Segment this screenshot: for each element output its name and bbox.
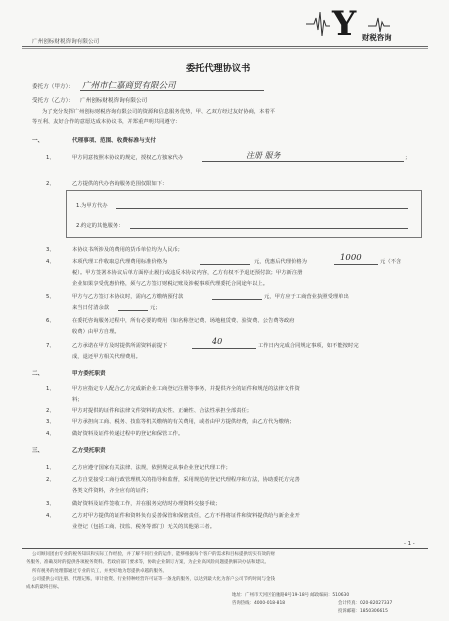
footer-rule — [22, 548, 428, 549]
s1-item-5-line-1a: 甲方与乙方签订本协议时，需向乙方缴纳预付款 — [72, 294, 184, 300]
footer-note-4: 公司提供公司注册、代理记账、审计验资、行业特种经营许可证等一条龙的服务，以达到最大化为客户公司节约时间与金钱 — [32, 577, 275, 582]
s1-item-6-line-1: 在委托咨询服务过程中，所有必要的费用（如名称登记费、场地租赁费、验资费、公告费等政府 — [72, 318, 295, 324]
s2-item-1-line-1: 甲方应指定专人配合乙方完成新企业工商登记注册等事务，并提供齐全的证件和规范的法律文件资 — [72, 386, 300, 392]
s1-item-1-value: 注册 服务 — [246, 151, 281, 160]
footer-tel: 咨询热线：4000-018-818 — [232, 601, 286, 606]
section-3-heading: 乙方受托职责 — [72, 448, 106, 454]
footer-note-5: 成本的最终目标。 — [26, 585, 62, 590]
s1-item-4-line-2: 税）。甲方签署本协议后单方面停止履行或违反本协议内容，乙方有权不予退还预付款；甲方新注册 — [72, 270, 303, 276]
s2-item-3-text: 甲方承担向工商、税务、技监等机关缴纳的有关费用，或者由甲方提供经费，由乙方代为缴纳； — [72, 419, 295, 425]
box-line-1: 1.为甲方代办 — [76, 203, 108, 209]
s1-item-7-days: 40 — [212, 337, 223, 346]
brand-name: 财税咨询 — [362, 33, 392, 42]
s1-item-4-line-3: 企业如果享受优惠价格，须与乙方签订财税记账及涉税事项代理委托合同途年以上。 — [72, 281, 268, 287]
s1-item-2-number: 2、 — [46, 181, 55, 187]
s1-item-5-line-2: 来当日付清余款 — [72, 305, 110, 311]
s1-item-3-number: 3、 — [46, 247, 55, 253]
s1-item-5-number: 5、 — [46, 294, 55, 300]
footer-note-3: 所有税务的处理都通过专业的员工，并更好地为您提供卓越的服务。 — [32, 569, 167, 574]
party-b-label: 受托方（乙方）： — [32, 98, 74, 104]
s1-item-4-line-1c: 元（不含 — [380, 259, 402, 265]
intro-line-2: 等互利、友好合作的意愿达成本协议书，并郑重声明共同遵守： — [32, 119, 181, 125]
brand-letter: Y — [332, 4, 357, 44]
s1-item-7-line-2: 成，退还甲方相关代理费用。 — [72, 354, 141, 360]
s1-item-7-line-1a: 乙方承诺在甲方及时提供所需资料前提下 — [72, 343, 168, 349]
s2-item-2-text: 甲方对提供的证件和法律文件资料的真实性、正确性、合法性承担全部责任； — [72, 408, 253, 414]
s3-item-1-text: 乙方应遵守国家有关法律、法规，依照规定从事企业登记代理工作； — [72, 465, 231, 471]
document-page: 广州创标财税咨询有限公司 Y 财税咨询 委托代理协议书 委托方（甲方）： 广州市仁嘉商贸有限公司 受托方（乙方）： 广州创标财税咨询有限公司 为了充分发挥广州创标财税咨询有限公司的资源和信息服务优势，甲、乙双方经过友好协商，本着平 等互利、友好合作的意愿达成本协议书，并郑重声明共同遵守： 一、 代理事项、范围、收费标准与支付 1、 甲方同意按照本协议的规定，授权乙方独家代办 ； 注册 服务 2、 乙方提供的代办咨询服务范围仅限如下： 1.为甲方代办 2.约定的其他服务： 3、 本协议书所涉及的费用的货币单位均为人民币; 4、 本项代理工作收取总代理费用标准价格为 元，优惠后代理价格为 1000 元（不含 税）。甲方签署本协议后单方面停止履行或违反本协议内容，乙方有权不予退还预付款；甲方新注册 企业如果享受优惠价格，须与乙方签订财税记账及涉税事项代理委托合同途年以上。 5、 甲方与乙方签订本协议时，需向乙方缴纳预付款 元，甲方应于工商营业执照受理单出 来当日付清余款 元； 6、 在委托咨询服务过程中，所有必要的费用（如名称登记费、场地租赁费、验资费、公告费等政府 收费）由甲方自理。 7、 乙方承诺在甲方及时提供所需资料前提下 40 工作日内完成合同规定事项，如不能按时完 成，退还甲方相关代理费用。 二、 甲方委托职责 1、 甲方应指定专人配合乙方完成新企业工商登记注册等事务，并提供齐全的证件和规范的法律文件资 料； 2、 甲方对提供的证件和法律文件资料的真实性、正确性、合法性承担全部责任； 3、 甲方承担向工商、税务、技监等机关缴纳的有关费用，或者由甲方提供经费，由乙方代为缴纳； 4、 做好资料及证件传递过程中的登记和保管工作。 三、 乙方受托职责 1、 乙方应遵守国家有关法律、法规，依照规定从事企业登记代理工作； 2、 乙方自觉接受工商行政管理机关的指导和监督，采用规范的登记代理程序和方法，协助委托方完善 各类文件资料，齐全应有的证件； 3、 做好资料及证件签收工作，并在服务完结时办理资料交接手续； 4、 乙方对甲方提供的证件和资料负有妥善保管和保密责任，乙方不得将证件和资料提供给与新企业开 业登记（包括工商、技监、税务等部门）无关的其他第三者。 - 1 - 公司顾问团由专业的税务知识和实际工作经验，并了解不同行业的运作，能够根据每个客户的需求和目标提供切实有效的财 务服务，准确及时的提供各项税务资料。若政府部门要求等，协助企业制订方案，为企业高风险问题提供解决办法和建议。 所有税务的处理都通过专业的员工，并更好地为您提供卓越的服务。 公司提供公司注册、代理记账、审计验资、行业特种经营许可证等一条龙的服务，以达到最大化为客户公司节约时间与金钱 成本的最终目标。 地址：广州市天河区铂驰路8号19-18号 邮政编码：510630 咨询热线：4000-018-818 会计传真：020-82027337 投诉邮箱：1850306615 — [0, 0, 449, 621]
footer-fax: 会计传真：020-82027337 — [338, 601, 393, 606]
s2-item-1-line-2: 料； — [72, 397, 83, 403]
footer-email: 投诉邮箱：1850306615 — [338, 609, 388, 614]
party-b-value: 广州创标财税咨询有限公司 — [80, 98, 148, 104]
s1-item-1-text: 甲方同意按照本协议的规定，授权乙方独家代办 — [72, 155, 184, 161]
s1-item-7-line-1b: 工作日内完成合同规定事项，如不能按时完 — [258, 343, 359, 349]
footer-note-2: 务服务，准确及时的提供各项税务资料。若政府部门要求等，协助企业制订方案，为企业高风险问题提供解决办法和建议。 — [26, 560, 269, 565]
s2-item-4-text: 做好资料及证件传递过程中的登记和保管工作。 — [72, 431, 184, 437]
s2-item-3-number: 3、 — [46, 419, 55, 425]
s1-item-4-line-1a: 本项代理工作收取总代理费用标准价格为 — [72, 259, 168, 265]
box-line-2: 2.约定的其他服务： — [76, 223, 124, 229]
section-2-number: 二、 — [32, 371, 44, 377]
s3-item-4-line-1: 乙方对甲方提供的证件和资料负有妥善保管和保密责任，乙方不得将证件和资料提供给与新企业开 — [72, 513, 300, 519]
section-2-heading: 甲方委托职责 — [72, 371, 106, 377]
s3-item-2-number: 2、 — [46, 477, 55, 483]
header-company-name: 广州创标财税咨询有限公司 — [32, 39, 100, 45]
s1-item-6-line-2: 收费）由甲方自理。 — [72, 329, 120, 335]
page-number: - 1 - — [404, 541, 415, 547]
s2-item-4-number: 4、 — [46, 431, 55, 437]
section-3-number: 三、 — [32, 448, 44, 454]
s3-item-3-text: 做好资料及证件签收工作，并在服务完结时办理资料交接手续； — [72, 501, 221, 507]
s1-item-2-text: 乙方提供的代办咨询服务范围仅限如下： — [72, 181, 168, 187]
intro-line-1: 为了充分发挥广州创标财税咨询有限公司的资源和信息服务优势，甲、乙双方经过友好协商，本着平 — [42, 109, 276, 115]
s1-item-6-number: 6、 — [46, 318, 55, 324]
footer-address: 地址：广州市天河区铂驰路8号19-18号 邮政编码：510630 — [232, 593, 350, 598]
s1-item-4-line-1b: 元，优惠后代理价格为 — [254, 259, 307, 265]
section-1-heading: 代理事项、范围、收费标准与支付 — [72, 138, 156, 144]
s3-item-4-line-2: 业登记（包括工商、技监、税务等部门）无关的其他第三者。 — [72, 524, 216, 530]
section-1-number: 一、 — [32, 138, 44, 144]
s1-item-5-line-1b: 元，甲方应于工商营业执照受理单出 — [264, 294, 349, 300]
s2-item-2-number: 2、 — [46, 408, 55, 414]
brand-logo — [306, 6, 444, 48]
s2-item-1-number: 1、 — [46, 386, 55, 392]
s3-item-2-line-1: 乙方自觉接受工商行政管理机关的指导和监督，采用规范的登记代理程序和方法，协助委托方完善 — [72, 477, 300, 483]
s3-item-3-number: 3、 — [46, 501, 55, 507]
s3-item-1-number: 1、 — [46, 465, 55, 471]
party-a-label: 委托方（甲方）： — [32, 84, 74, 90]
s1-item-7-number: 7、 — [46, 343, 55, 349]
document-title: 委托代理协议书 — [186, 63, 251, 74]
s3-item-4-number: 4、 — [46, 513, 55, 519]
service-scope-box — [66, 190, 422, 238]
s1-item-3-text: 本协议书所涉及的费用的货币单位均为人民币; — [72, 247, 180, 253]
party-a-value: 广州市仁嘉商贸有限公司 — [82, 81, 176, 91]
s1-item-5-line-2b: 元； — [150, 305, 161, 311]
footer-note-1: 公司顾问团由专业的税务知识和实际工作经验，并了解不同行业的运作，能够根据每个客户的需求和目标提供切实有效的财 — [32, 552, 275, 557]
s1-item-4-number: 4、 — [46, 259, 55, 265]
s1-item-4-fee: 1000 — [340, 253, 362, 263]
s3-item-2-line-2: 各类文件资料，齐全应有的证件； — [72, 488, 152, 494]
s1-item-1-number: 1、 — [46, 155, 55, 161]
